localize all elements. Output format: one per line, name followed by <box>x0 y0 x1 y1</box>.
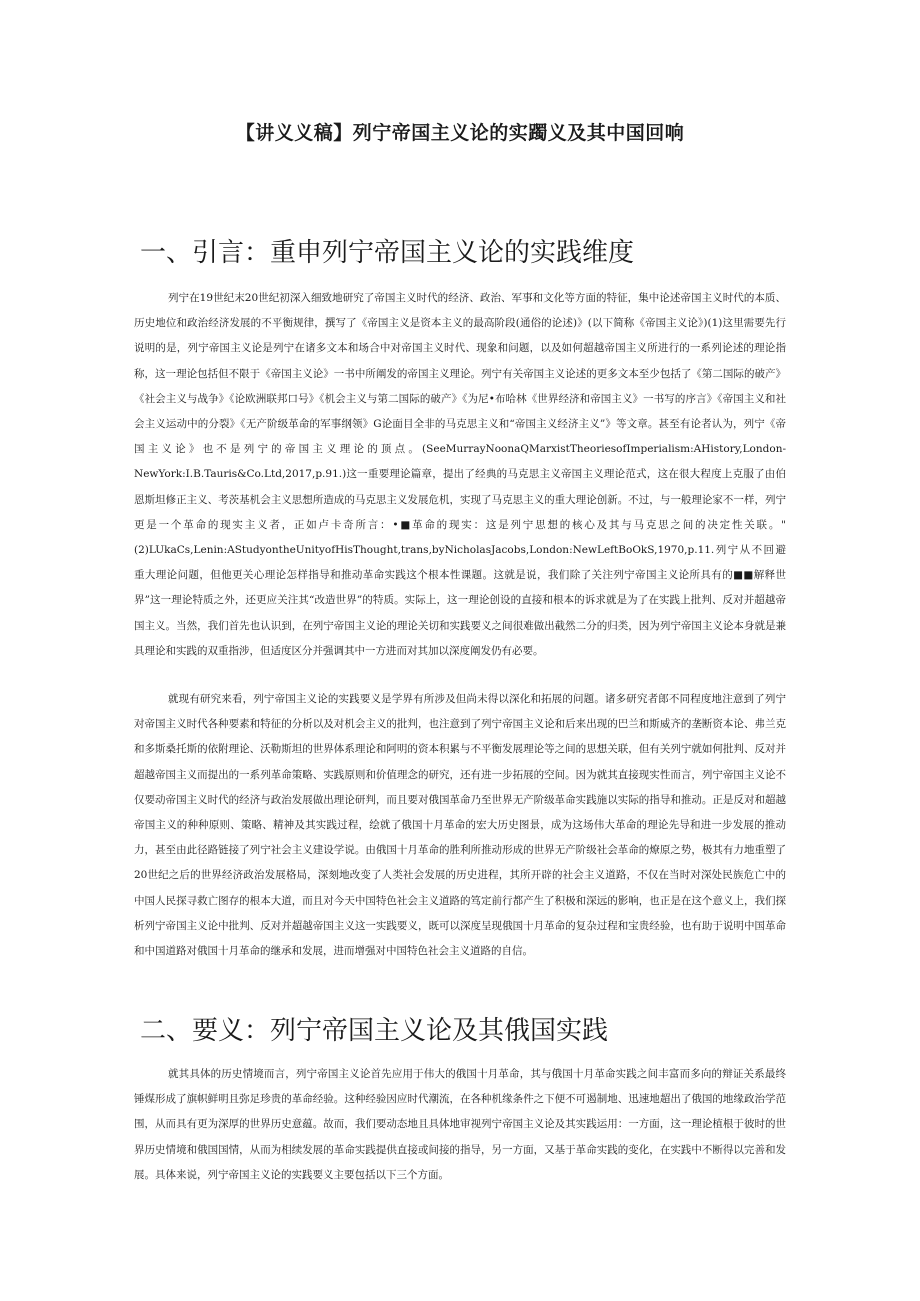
paragraph-introduction-2: 就现有研究来看，列宁帝国主义论的实践要义是学界有所涉及但尚未得以深化和拓展的问题。诸多研究者郎不同程度地注意到了列宁对帝国主义时代各种要素和特征的分析以及对机会主义的批判，也注意到了列宁帝国主义论和后来出现的巴兰和斯威齐的垄断资本论、弗兰克和多斯桑托斯的依附理论、沃勒斯坦的世界体系理论和阿明的资本积累与不平衡发展理论等之间的思想关联，但有关列宁就如何批判、反对并超越帝国主义而提出的一系列革命策略、实践原则和价值理念的研究，还有进一步拓展的空间。因为就其直接现实性而言，列宁帝国主义论不仅要动帝国主义时代的经济与政治发展做出理论研判，而且要对俄国革命乃至世界无产阶级革命实践施以实际的指导和推动。正是反对和超越帝国主义的种种原则、策略、精神及其实践过程，绘就了俄国十月革命的宏大历史图景，成为这场伟大革命的理论先导和进一步发展的推动力，甚至由此径路链接了列宁社会主义建设学说。由俄国十月革命的胜利所推动形成的世界无产阶级社会革命的燎原之势，极其有力地重塑了20世纪之后的世界经济政治发展格局，深刻地改变了人类社会发展的历史进程，其所开辟的社会主义道路，不仅在当时对深处民族危亡中的中国人民探寻救亡图存的根本大道，而且对今天中国特色社会主义道路的笃定前行都产生了积极和深远的影响，也正是在这个意义上，我们探析列宁帝国主义论中批判、反对并超越帝国主义这一实践要义，既可以深度呈现俄国十月革命的复杂过程和宝贵经验，也有助于说明中国革命和中国道路对俄国十月革命的继承和发展，进而增强对中国特色社会主义道路的自信。 <box>134 693 786 958</box>
section-heading-introduction: 一、引言：重申列宁帝国主义论的实践维度 <box>140 238 635 268</box>
section-heading-essence: 二、要义：列宁帝国主义论及其俄国实践 <box>140 1016 609 1046</box>
paragraph-introduction-1: 列宁在19世纪末20世纪初深入细致地研究了帝国主义时代的经济、政治、军事和文化等方面的特征，集中论述帝国主义时代的本质、历史地位和政治经济发展的不平衡规律，撰写了《帝国主义是资本主义的最高阶段(通俗的论述)》(以下简称《帝国主义论》)(1)这里需要先行说明的是，列宁帝国主义论是列宁在诸多文本和场合中对帝国主义时代、现象和问题，以及如何超越帝国主义所进行的一系列论述的理论指称，这一理论包括但不限于《帝国主义论》一书中所阐发的帝国主义理论。列宁有关帝国主义论述的更多文本至少包括了《第二国际的破产》《社会主义与战争》《论欧洲联邦口号》《机会主义与第二国际的破产》《为尼•布哈林《世界经济和帝国主义》一书写的序言》《帝国主义和社会主义运动中的分裂》《无产阶级革命的军事纲领》G论面目全非的马克思主义和“帝国主义经济主义”》等文章。甚至有论者认为，列宁《帝国主义论》也不是列宁的帝国主义理论的顶点。(SeeMurrayNoonaQMarxistTheoriesofImperialism:AHistory,London-NewYork:I.B.Tauris&Co.Ltd,2017,p.91.)这一重要理论篇章，提出了经典的马克思主义帝国主义理论范式，这在很大程度上克服了由伯恩斯坦修正主义、考茨基机会主义思想所造成的马克思主义发展危机，实现了马克思主义的重大理论创新。不过，与一般理论家不一样，列宁更是一个革命的现实主义者，正如卢卡奇所言：•■革命的现实：这是列宁思想的核心及其与马克思之间的决定性关联。"(2)LUkaCs,Lenin:AStudyontheUnityofHisThought,trans,byNicholasJacobs,London:NewLeftBoOkS,1970,p.11.列宁从不回避重大理论问题，但他更关心理论怎样指导和推动革命实践这个根本性课题。这就是说，我们除了关注列宁帝国主义论所具有的■■解释世界”这一理论特质之外，还更应关注其“改造世界”的特质。实际上，这一理论创设的直接和根本的诉求就是为了在实践上批判、反对并超越帝国主义。当然，我们首先也认识到，在列宁帝国主义论的理论关切和实践要义之间很难做出截然二分的归类，因为列宁帝国主义论本身就是兼具理论和实践的双重指涉，但适度区分并强调其中一方进而对其加以深度阐发仍有必要。 <box>134 292 786 657</box>
paragraph-essence-1: 就其具体的历史情境而言，列宁帝国主义论首先应用于伟大的俄国十月革命，其与俄国十月革命实践之间丰富而多向的辩证关系最终锤煤形成了旗帜鲜明且弥足珍贵的革命经验。这种经验因应时代潮流，在各种机缘条件之下便不可遏制地、迅速地超出了俄国的地缘政治学范围，从而具有更为深厚的世界历史意蕴。故而，我们要动态地且具体地审视列宁帝国主义论及其实践运用：一方面，这一理论植根于彼时的世界历史情境和俄国国情，从而为相续发展的革命实践提供直接或间接的指导，另一方面，又基于革命实践的变化，在实践中不断得以完善和发展。具体来说，列宁帝国主义论的实践要义主要包括以下三个方面。 <box>134 1068 786 1181</box>
document-title: 【讲义义稿】列宁帝国主义论的实躅义及其中国回响 <box>235 122 685 144</box>
